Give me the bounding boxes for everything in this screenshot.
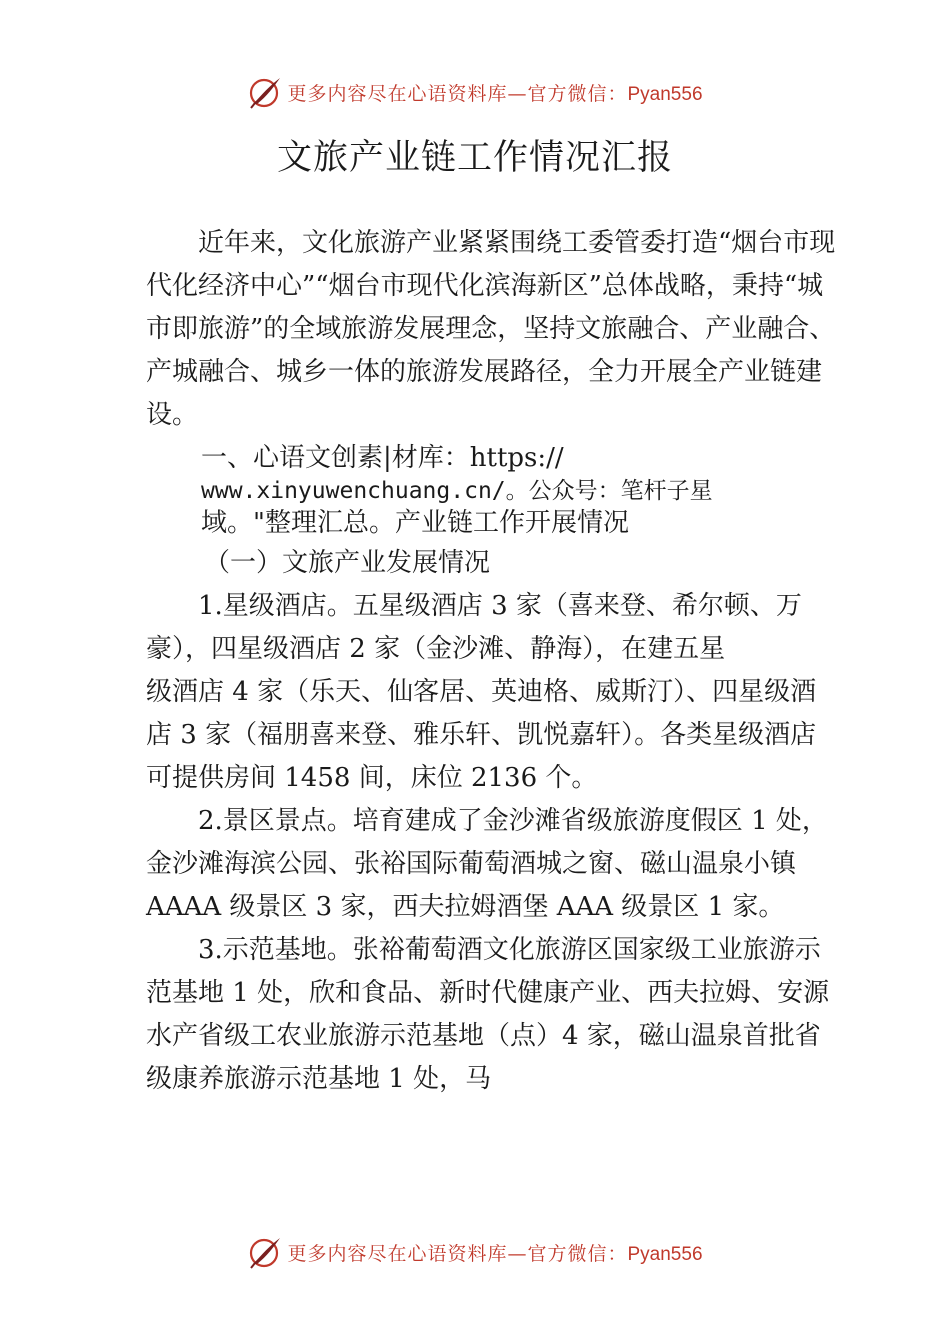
document-title: 文旅产业链工作情况汇报 — [276, 138, 673, 178]
watermark-text: 更多内容尽在心语资料库—官方微信：Pyan556 — [287, 82, 703, 105]
watermark-id: Pyan556 — [627, 83, 703, 105]
section1-line1: 一、心语文创素|材库：https:// — [201, 443, 564, 473]
subsection1-heading: （一）文旅产业发展情况 — [204, 548, 491, 578]
intro-paragraph: 近年来，文化旅游产业紧紧围绕工委管委打造“烟台市现代化经济中心”“烟台市现代化滨海新区”总体战略，秉持“城市即旅游”的全域旅游发展理念，坚持文旅融合、产业融合、产城融合、城乡一体的旅游发展路径，全力开展全产业链建设。 — [146, 228, 836, 430]
section1-line2: www.xinyuwenchuang.cn/。公众号：笔杆子星 — [201, 478, 713, 504]
footer-watermark — [0, 1234, 950, 1270]
item2-paragraph: 2.景区景点。培育建成了金沙滩省级旅游度假区 1 处，金沙滩海滨公园、张裕国际葡萄酒城之窗、磁山温泉小镇 AAAA 级景区 3 家，西夫拉姆酒堡 AAA 级景区 1 家。 — [146, 806, 828, 922]
header-watermark — [0, 74, 950, 110]
quill-pen-icon — [247, 74, 283, 110]
item3-paragraph: 3.示范基地。张裕葡萄酒文化旅游区国家级工业旅游示范基地 1 处，欣和食品、新时代健康产业、西夫拉姆、安源水产省级工农业旅游示范基地（点）4 家，磁山温泉首批省级康养旅游示范基地 1 处，马 — [146, 935, 830, 1094]
section1-line3: 域。"整理汇总。产业链工作开展情况 — [201, 508, 629, 538]
quill-pen-icon — [247, 1234, 283, 1270]
section1-heading — [146, 442, 836, 539]
document-body — [146, 222, 836, 1101]
watermark-id: Pyan556 — [627, 1243, 703, 1265]
item1-paragraph-a: 1.星级酒店。五星级酒店 3 家（喜来登、希尔顿、万豪），四星级酒店 2 家（金沙滩、静海），在建五星 — [146, 591, 802, 664]
watermark-text: 更多内容尽在心语资料库—官方微信：Pyan556 — [287, 1242, 703, 1265]
item1-paragraph-b: 级酒店 4 家（乐天、仙客居、英迪格、威斯汀）、四星级酒店 3 家（福朋喜来登、雅乐轩、凯悦嘉轩）。各类星级酒店可提供房间 1458 间，床位 2136 个。 — [146, 677, 817, 793]
